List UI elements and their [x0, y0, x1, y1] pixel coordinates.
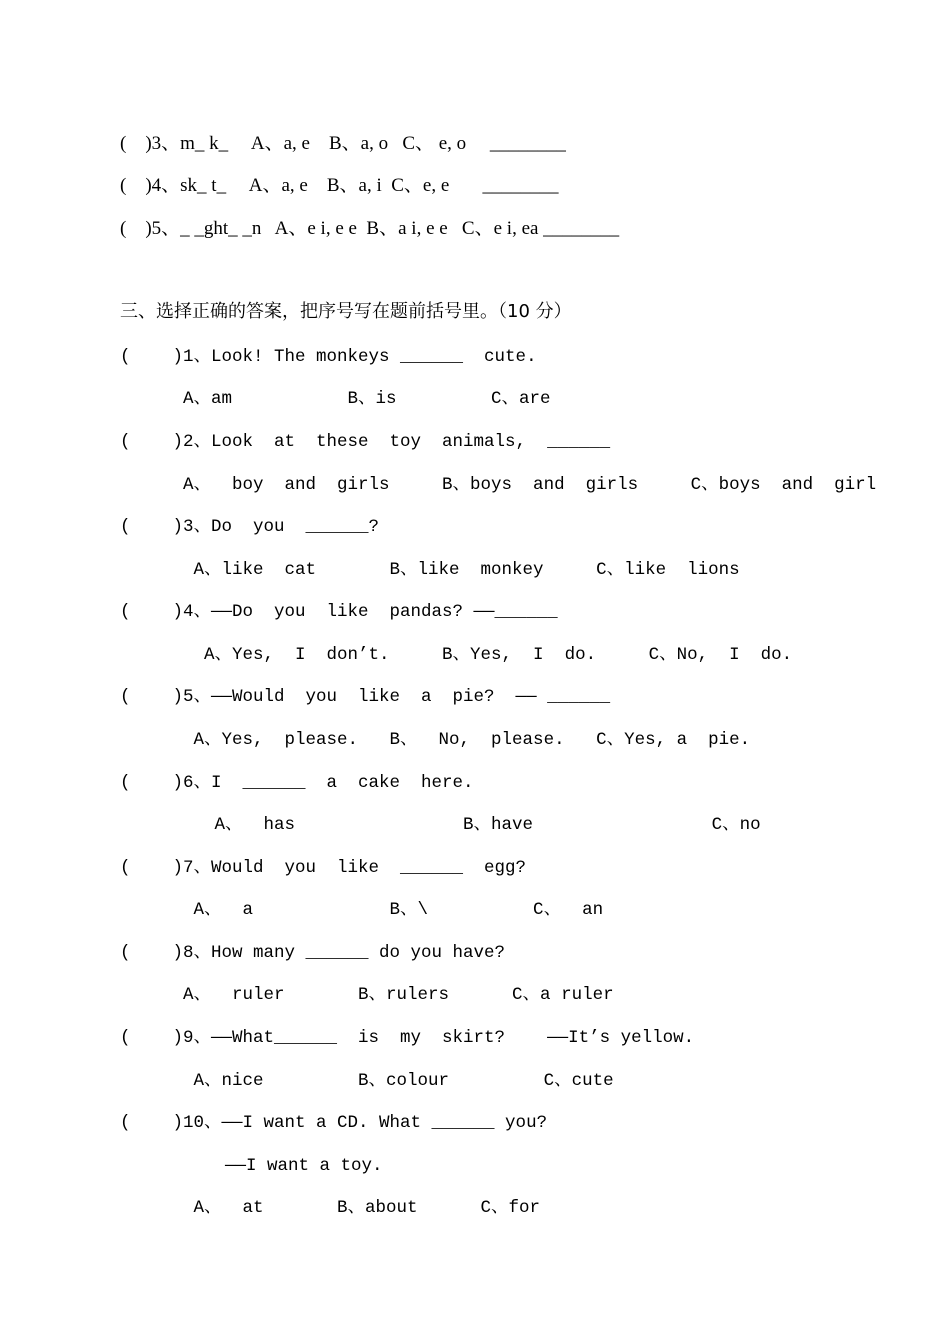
options-line: A、 boy and girls B、boys and girls C、boys and girl	[120, 475, 877, 495]
options-line: A、 ruler B、rulers C、a ruler	[120, 985, 614, 1005]
question-line: ( )10、——I want a CD. What ______ you?	[120, 1113, 548, 1133]
section-heading: 三、选择正确的答案，把序号写在题前括号里。（10 分）	[120, 301, 572, 322]
question-line: ——I want a toy.	[120, 1156, 383, 1176]
question-line: ( )5、——Would you like a pie? —— ______	[120, 687, 611, 707]
question-line: ( )9、——What______ is my skirt? ——It’s yellow.	[120, 1028, 695, 1048]
options-line: A、like cat B、like monkey C、like lions	[120, 560, 740, 580]
question-item: ( )3、m_ k_ A、a, e B、a, o C、 e, o ________	[120, 133, 566, 154]
options-line: A、nice B、colour C、cute	[120, 1071, 614, 1091]
options-line: A、Yes, please. B、 No, please. C、Yes, a pie.	[120, 730, 751, 750]
question-line: ( )8、How many ______ do you have?	[120, 943, 506, 963]
question-line: ( )1、Look! The monkeys ______ cute.	[120, 347, 537, 367]
question-item: ( )4、sk_ t_ A、a, e B、a, i C、e, e ________	[120, 175, 559, 196]
options-line: A、Yes, I don’t. B、Yes, I do. C、No, I do.	[120, 645, 793, 665]
question-line: ( )6、I ______ a cake here.	[120, 773, 474, 793]
question-line: ( )2、Look at these toy animals, ______	[120, 432, 611, 452]
options-line: A、 a B、\ C、 an	[120, 900, 604, 920]
question-line: ( )3、Do you ______?	[120, 517, 380, 537]
question-line: ( )7、Would you like ______ egg?	[120, 858, 527, 878]
options-line: A、am B、is C、are	[120, 389, 551, 409]
options-line: A、 at B、about C、for	[120, 1198, 541, 1218]
question-line: ( )4、——Do you like pandas? ——______	[120, 602, 558, 622]
question-item: ( )5、_ _ght_ _n A、e i, e e B、a i, e e C、e i, ea ________	[120, 218, 620, 239]
options-line: A、 has B、have C、no	[120, 815, 761, 835]
